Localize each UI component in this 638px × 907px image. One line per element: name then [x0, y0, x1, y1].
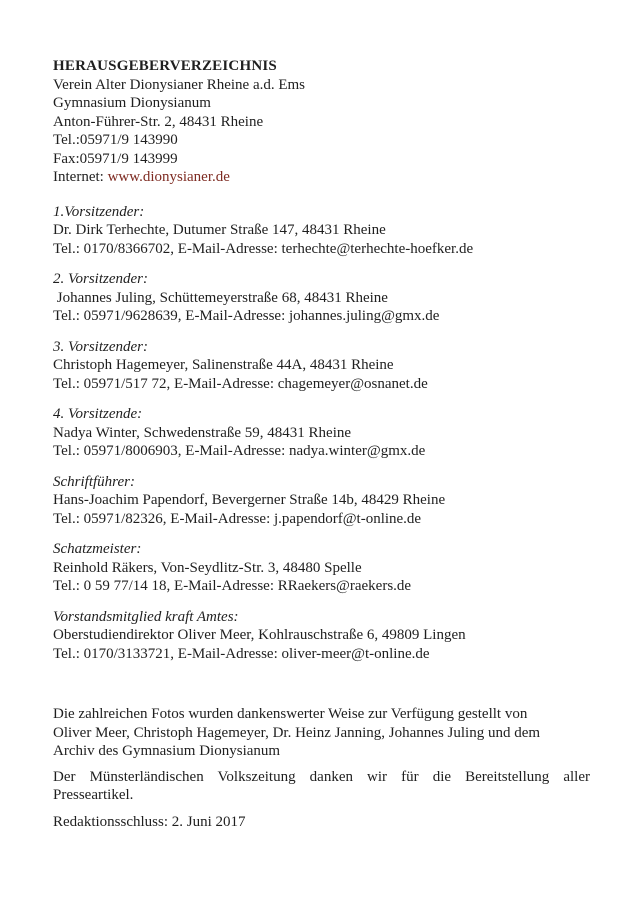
- section-contact-line: Tel.: 05971/517 72, E-Mail-Adresse: chagemeyer@osnanet.de: [53, 375, 428, 392]
- photo-credits-line: Archiv des Gymnasium Dionysianum: [53, 743, 281, 759]
- section-person-line: Johannes Juling, Schüttemeyerstraße 68, 48431 Rheine: [53, 289, 388, 306]
- section-role-label: 1.Vorsitzender:: [53, 203, 145, 220]
- editorial-deadline-line: Redaktionsschluss: 2. Juni 2017: [53, 813, 246, 830]
- press-credits-line: Presseartikel.: [53, 787, 134, 803]
- org-fax-line: Fax:05971/9 143999: [53, 150, 178, 167]
- press-credits-line: Der Münsterländischen Volkszeitung danken wir für die Bereitstellung aller: [53, 768, 590, 785]
- page-content: [53, 57, 590, 831]
- section-contact-line: Tel.: 0170/8366702, E-Mail-Adresse: terhechte@terhechte-hoefker.de: [53, 240, 474, 257]
- section-contact-line: Tel.: 0170/3133721, E-Mail-Adresse: oliver-meer@t-online.de: [53, 645, 430, 662]
- section-person-line: Christoph Hagemeyer, Salinenstraße 44A, 48431 Rheine: [53, 357, 394, 373]
- section-schatzmeister: [53, 540, 590, 596]
- section-contact-line: Tel.: 0 59 77/14 18, E-Mail-Adresse: RRaekers@raekers.de: [53, 578, 412, 594]
- section-person-line: Nadya Winter, Schwedenstraße 59, 48431 Rheine: [53, 424, 352, 441]
- section-contact-line: Tel.: 05971/8006903, E-Mail-Adresse: nadya.winter@gmx.de: [53, 443, 426, 459]
- section-vorsitzende-4: [53, 405, 590, 461]
- section-role-label: Schatzmeister:: [53, 541, 142, 557]
- section-role-label: Schriftführer:: [53, 473, 135, 490]
- photo-credits-paragraph: [53, 705, 590, 761]
- section-person-line: Oberstudiendirektor Oliver Meer, Kohlrauschstraße 6, 49809 Lingen: [53, 627, 466, 643]
- internet-label: Internet:: [53, 169, 108, 185]
- page-title: HERAUSGEBERVERZEICHNIS: [53, 58, 277, 74]
- section-vorsitzender-1: [53, 203, 590, 259]
- section-vorsitzender-3: [53, 338, 590, 394]
- org-school-line: Gymnasium Dionysianum: [53, 95, 211, 111]
- org-phone-line: Tel.:05971/9 143990: [53, 132, 178, 148]
- section-role-label: 2. Vorsitzender:: [53, 271, 148, 287]
- section-schriftfuehrer: [53, 473, 590, 529]
- section-vorsitzender-2: [53, 270, 590, 326]
- section-contact-line: Tel.: 05971/82326, E-Mail-Adresse: j.papendorf@t-online.de: [53, 510, 422, 527]
- org-address-line: Anton-Führer-Str. 2, 48431 Rheine: [53, 113, 264, 130]
- photo-credits-line: Die zahlreichen Fotos wurden dankenswerter Weise zur Verfügung gestellt von: [53, 706, 528, 722]
- website-link[interactable]: www.dionysianer.de: [107, 169, 230, 185]
- press-credits-paragraph: [53, 768, 590, 805]
- section-vorstandsmitglied: [53, 608, 590, 664]
- section-contact-line: Tel.: 05971/9628639, E-Mail-Adresse: johannes.juling@gmx.de: [53, 308, 440, 324]
- internet-line: [53, 168, 590, 187]
- section-role-label: 3. Vorsitzender:: [53, 338, 148, 355]
- org-name-line: Verein Alter Dionysianer Rheine a.d. Ems: [53, 76, 306, 93]
- section-role-label: 4. Vorsitzende:: [53, 406, 143, 422]
- section-role-label: Vorstandsmitglied kraft Amtes:: [53, 608, 239, 625]
- credits-block: [53, 705, 590, 831]
- section-person-line: Reinhold Räkers, Von-Seydlitz-Str. 3, 48480 Spelle: [53, 559, 362, 576]
- section-person-line: Dr. Dirk Terhechte, Dutumer Straße 147, 48431 Rheine: [53, 222, 386, 238]
- organization-block: [53, 76, 590, 187]
- photo-credits-line: Oliver Meer, Christoph Hagemeyer, Dr. Heinz Janning, Johannes Juling und dem: [53, 724, 541, 741]
- section-person-line: Hans-Joachim Papendorf, Bevergerner Straße 14b, 48429 Rheine: [53, 492, 446, 508]
